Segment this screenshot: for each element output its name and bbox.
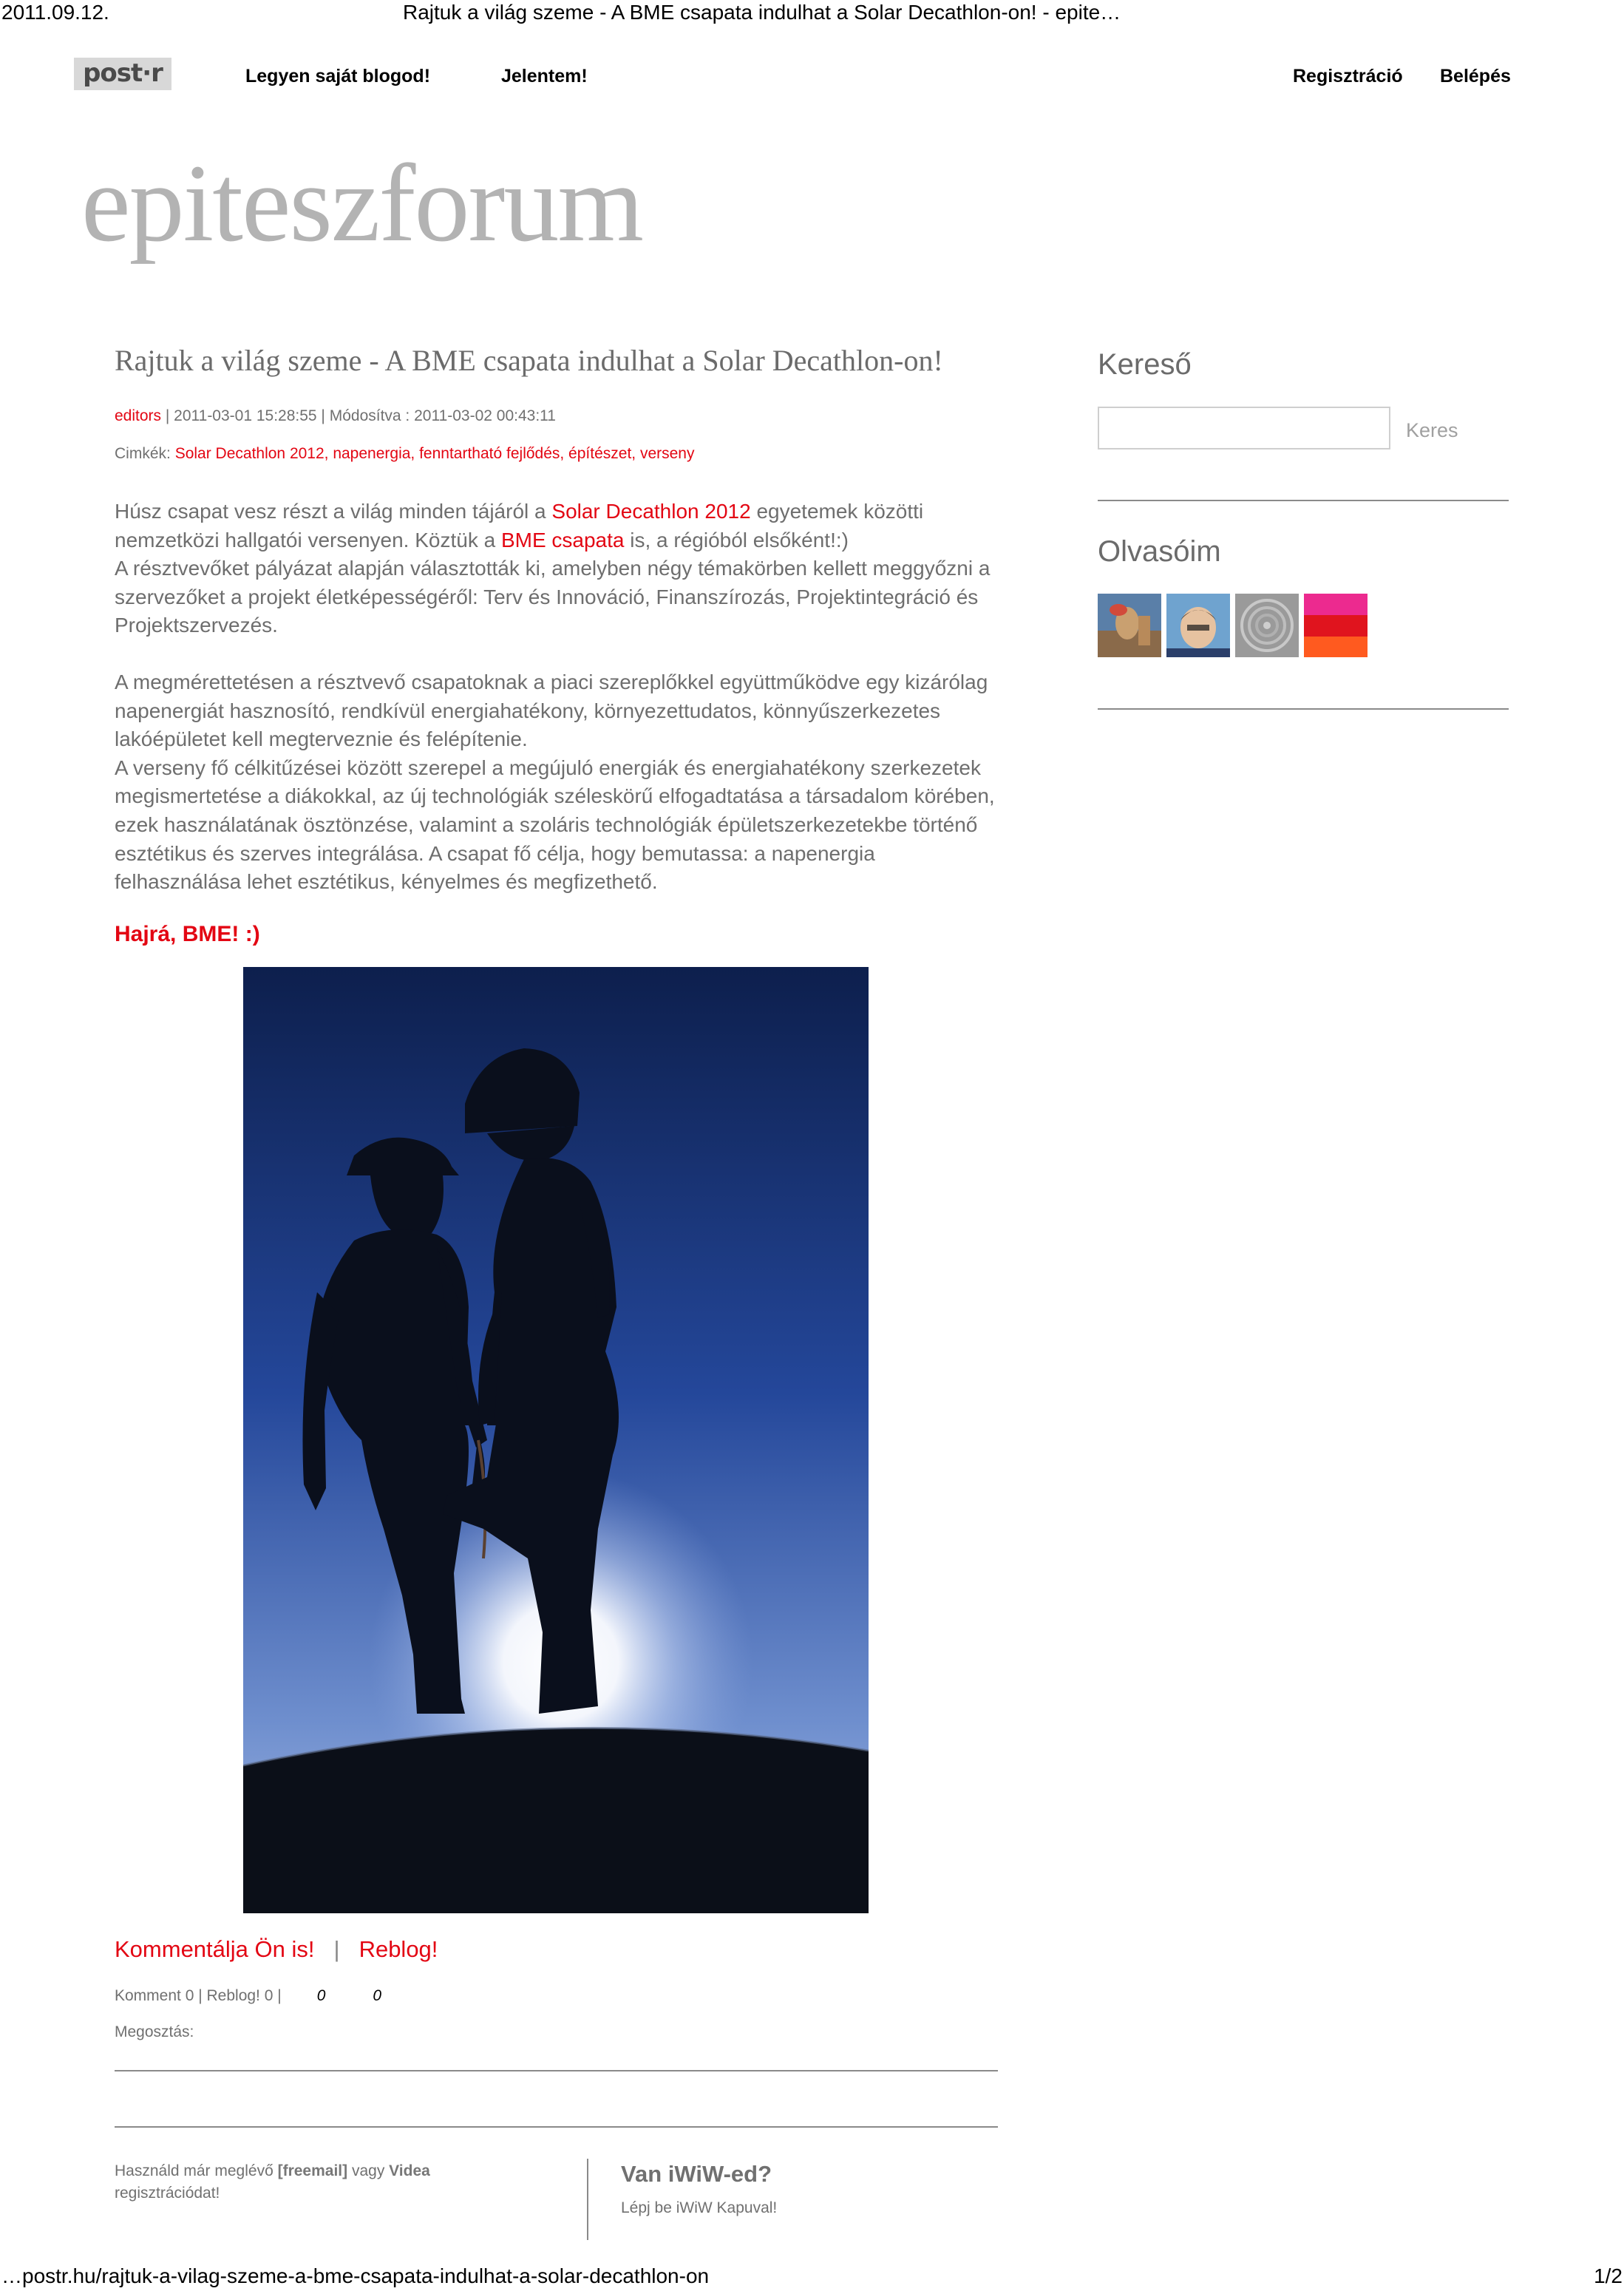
login-divider	[587, 2159, 588, 2240]
reader-avatar[interactable]	[1304, 594, 1368, 657]
counts-text: Komment 0 | Reblog! 0 |	[115, 1987, 282, 2004]
reader-avatar[interactable]	[1098, 594, 1161, 657]
post-divider	[115, 2070, 998, 2071]
search-input[interactable]	[1098, 407, 1390, 449]
avatar-image	[1166, 594, 1230, 657]
avatar-image	[1235, 594, 1299, 657]
post-paragraph-3: A megmérettetésen a résztvevő csapatoknak a piaci szereplőkkel együttműködve egy kizárólag napenergiát hasznosító, rendkívül energiahatékony, környezettudatos, könnyűszerkezetes lakóépületet kell megterveznie és felépítenie.	[115, 671, 988, 751]
print-page-title: Rajtuk a világ szeme - A BME csapata indulhat a Solar Decathlon-on! - epite…	[403, 1, 1121, 24]
login-text-b: vagy	[347, 2162, 390, 2179]
search-heading: Kereső	[1098, 348, 1192, 381]
sidebar-divider-2	[1098, 708, 1509, 710]
post-dates: | 2011-03-01 15:28:55 | Módosítva : 2011-03-02 00:43:11	[161, 407, 556, 424]
p1-text-a: Húsz csapat vesz részt a világ minden tájáról a	[115, 500, 552, 523]
nav-register-link[interactable]: Regisztráció	[1293, 66, 1403, 86]
nav-report-link[interactable]: Jelentem!	[501, 66, 588, 86]
freemail-link[interactable]: [freemail]	[277, 2162, 348, 2179]
print-date: 2011.09.12.	[1, 1, 109, 24]
reader-avatar[interactable]	[1235, 594, 1299, 657]
login-text-c: regisztrációdat!	[115, 2185, 220, 2202]
count-b: 0	[373, 1987, 382, 2004]
readers-heading: Olvasóim	[1098, 535, 1221, 568]
nav-own-blog-link[interactable]: Legyen saját blogod!	[245, 66, 431, 86]
workers-silhouette-image	[243, 967, 869, 1913]
p1-text-c: is, a régióból elsőként!:)	[624, 528, 849, 552]
post-cheer: Hajrá, BME! :)	[115, 922, 260, 946]
avatar-image	[1304, 594, 1368, 657]
avatar-image	[1098, 594, 1161, 657]
print-url: …postr.hu/rajtuk-a-vilag-szeme-a-bme-csapata-indulhat-a-solar-decathlon-on	[1, 2264, 710, 2287]
post-paragraph-3-block	[115, 668, 1002, 897]
search-button[interactable]: Keres	[1406, 419, 1458, 441]
nav-login-link[interactable]: Belépés	[1440, 66, 1511, 86]
solar-decathlon-link[interactable]: Solar Decathlon 2012	[551, 500, 751, 523]
post-paragraph-1	[115, 498, 1002, 640]
bme-team-link[interactable]: BME csapata	[500, 528, 625, 552]
videa-link[interactable]: Videa	[389, 2162, 430, 2179]
login-text-a: Használd már meglévő	[115, 2162, 278, 2179]
post-paragraph-2: A résztvevőket pályázat alapján választották ki, amelyben négy témakörben kellett meggyőzni a szervezőket a projekt életképességéről: Terv és Innováció, Finanszírozás, Projektintegráció és Projektszervezés.	[115, 557, 991, 637]
post-paragraph-4: A verseny fő célkitűzései között szerepel a megújuló energiák és energiahatékony szerkezetek megismertetése a diákokkal, az új technológiák széleskörű elfogadtatása a társadalom körében, ezek használatának ösztönzése, valamint a szoláris technológiák épületszerkezetekbe történő esztétikus és szerves integrálása. A csapat fő célja, hogy bemutassa: a napenergia felhasználása lehet esztétikus, kényelmes és megfizethető.	[115, 756, 995, 894]
post-actions	[115, 1935, 438, 1964]
print-page-number: 1/2	[1594, 2264, 1623, 2287]
count-a: 0	[316, 1987, 326, 2004]
share-label: Megosztás:	[115, 2023, 194, 2040]
comment-link[interactable]: Kommentálja Ön is!	[115, 1936, 315, 1962]
tag-links[interactable]: Solar Decathlon 2012, napenergia, fenntartható fejlődés, építészet, verseny	[174, 445, 695, 462]
comment-divider	[115, 2126, 998, 2128]
iwiw-login-link[interactable]: Lépj be iWiW Kapuval!	[621, 2199, 778, 2216]
reader-avatar[interactable]	[1166, 594, 1230, 657]
reblog-link[interactable]: Reblog!	[359, 1936, 438, 1962]
post-title: Rajtuk a világ szeme - A BME csapata indulhat a Solar Decathlon-on!	[115, 344, 943, 377]
article-photo	[243, 967, 869, 1913]
site-title[interactable]: epiteszforum	[81, 142, 643, 265]
tags-label: Cimkék:	[115, 445, 175, 462]
post-counts	[115, 1986, 381, 2006]
postr-logo[interactable]: post·r	[74, 58, 171, 90]
iwiw-title: Van iWiW-ed?	[621, 2161, 772, 2187]
post-meta	[115, 406, 556, 427]
author-link[interactable]: editors	[115, 407, 162, 424]
action-separator: |	[333, 1936, 340, 1962]
p1-text-b: egyetemek közötti nemzetközi hallgatói versenyen. Köztük a	[115, 500, 924, 552]
login-with-freemail	[115, 2160, 529, 2205]
post-tags	[115, 444, 694, 464]
sidebar-divider-1	[1098, 500, 1509, 501]
